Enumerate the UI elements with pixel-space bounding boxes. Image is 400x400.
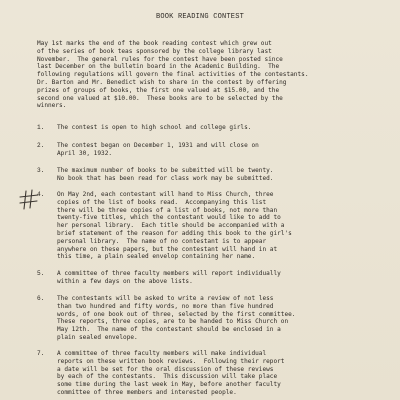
intro-line: second one valued at $10.00. These books are to be selected by the [37, 94, 283, 102]
rule-text [57, 124, 251, 132]
rule-line: brief statement of the reason for adding this book to the girl's [57, 229, 292, 237]
rule-line: A committee of three faculty members will report individually [57, 270, 281, 277]
rule-line: this time, a plain sealed envelop containing her name. [57, 253, 256, 261]
rule-number: 2. [37, 142, 45, 149]
intro-line: Dr. Barton and Mr. Benedict wish to share in the contest by offering [37, 78, 287, 86]
rule-text [57, 350, 284, 397]
rule-line: A committee of three faculty members will make individual [57, 350, 267, 357]
rule-line: there will be three copies of a list of books, not more than [57, 206, 278, 214]
handwritten-hash-mark [19, 189, 39, 211]
page-title: BOOK READING CONTEST [155, 13, 244, 21]
rule-number: 4. [37, 191, 45, 198]
intro-line: last December on the bulletin board in the Academic Building. The [37, 63, 280, 71]
rule-line: May 12th. The name of the contestant should be enclosed in a [57, 326, 281, 334]
rule-line: No book that has been read for class work may be submitted. [57, 174, 274, 182]
intro-line: following regulations will govern the final activities of the contestants. [37, 71, 309, 79]
rule-text [57, 270, 281, 286]
intro-line: May 1st marks the end of the book reading contest which grew out [37, 40, 272, 47]
rule-line: than two hundred and fifty words, no more than five hundred [57, 302, 274, 310]
rule-text [57, 142, 259, 158]
rule-line: plain sealed envelope. [57, 333, 138, 341]
rule-line: The maximum number of books to be submitted will be twenty. [57, 167, 274, 174]
rule-text [57, 191, 292, 261]
rule-line: words, of one book out of three, selected by the first committee. [57, 310, 296, 318]
rule-line: The contest is open to high school and college girls. [57, 124, 252, 131]
rule-line: The contest began on December 1, 1931 and will close on [57, 142, 259, 149]
rule-text [57, 167, 273, 183]
intro-line: prizes of groups of books, the first one valued at $15.00, and the [37, 86, 280, 94]
rule-text [57, 295, 295, 342]
rule-number: 1. [37, 124, 45, 131]
rule-number: 3. [37, 167, 45, 174]
rule-line: a date will be set for the oral discussion of these reviews [57, 365, 274, 373]
rule-line: anywhere on these papers, but the contestant will hand in at [57, 245, 278, 253]
intro-line: of the series of book teas sponsored by the college library last [37, 47, 272, 55]
intro-paragraph [37, 40, 367, 110]
rule-line: twenty-five titles, which the contestant would like to add to [57, 214, 281, 222]
rule-line: On May 2nd, each contestant will hand to Miss Church, three [57, 191, 274, 198]
rule-line: her personal library. Each title should be accompanied with a [57, 222, 285, 230]
rule-number: 6. [37, 295, 45, 302]
rule-line: personal library. The name of no contestant is to appear [57, 237, 267, 245]
rule-line: copies of the list of books read. Accompanying this list [57, 198, 267, 206]
rule-line: by each of the contestants. This discussion will take place [57, 373, 278, 381]
rule-line: committee of three members and interested people. [57, 388, 237, 396]
rule-line: reports on these written book reviews. Following their report [57, 357, 285, 365]
rule-line: some time during the last week in May, before another faculty [57, 381, 281, 389]
intro-line: winners. [37, 102, 67, 110]
rule-line: The contestants will be asked to write a review of not less [57, 295, 274, 302]
rule-number: 5. [37, 270, 45, 277]
rule-line: These reports, three copies, are to be handed to Miss Church on [57, 318, 289, 326]
rule-line: April 30, 1932. [57, 149, 113, 157]
rule-number: 7. [37, 350, 45, 357]
intro-line: November. The general rules for the contest have been posted since [37, 55, 283, 63]
rule-line: within a few days on the above lists. [57, 277, 193, 285]
